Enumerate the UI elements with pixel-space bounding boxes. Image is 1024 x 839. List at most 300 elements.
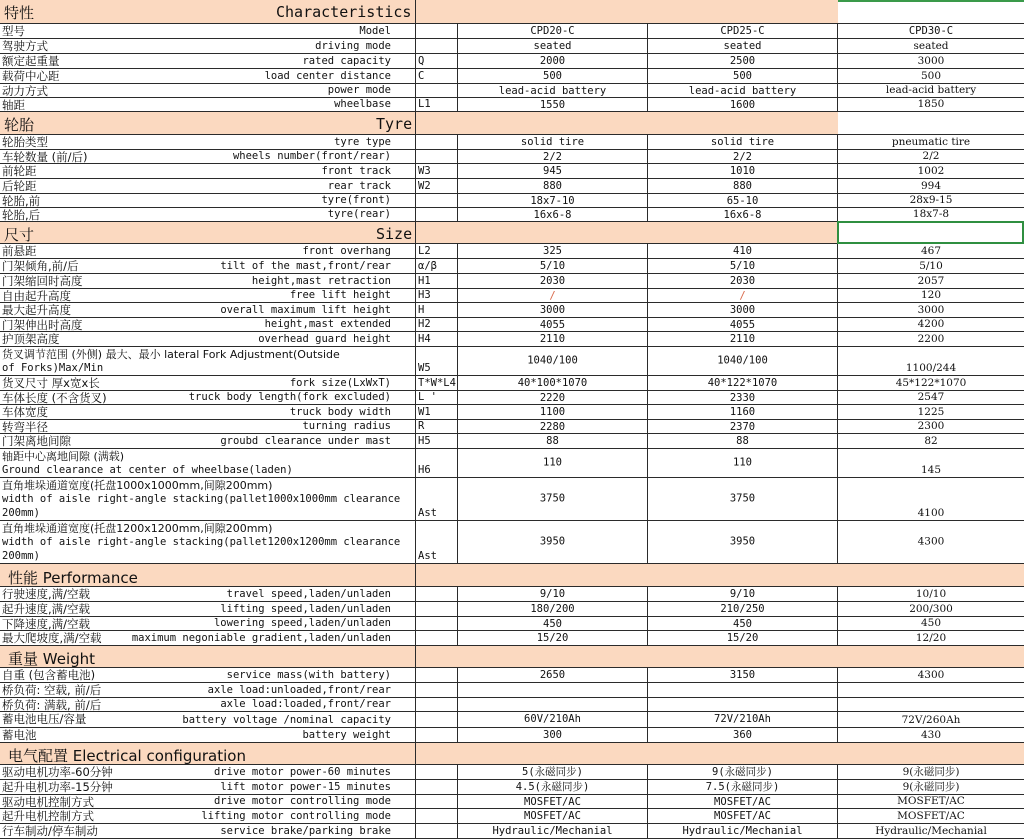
label-cn: 车体长度 (不含货叉) [2, 391, 107, 404]
section-header-bg [416, 112, 838, 134]
label-cn: 后轮距 [2, 179, 37, 193]
table-row-overhead-guard [0, 332, 1024, 347]
label-en: Model [359, 25, 391, 37]
value-cell [648, 795, 838, 808]
label-cell [0, 150, 416, 163]
code-cell [416, 69, 458, 83]
code: H4 [418, 333, 431, 345]
value-cell [838, 69, 1024, 83]
label-cn: 轴距 [2, 98, 25, 111]
value: 430 [920, 729, 942, 741]
label-cell [0, 194, 416, 207]
value: MOSFET/AC [897, 795, 965, 807]
value: 18x7-8 [912, 208, 950, 220]
label-en: height,mast retraction [251, 275, 391, 287]
value-cell [458, 164, 648, 178]
value-cell [648, 434, 838, 448]
value: 1160 [729, 406, 756, 418]
table-row-ground-clearance-mast [0, 434, 1024, 449]
code-cell [416, 683, 458, 697]
value: 72V/210Ah [714, 713, 771, 725]
value: 1100 [539, 406, 566, 418]
label-cell [0, 587, 416, 601]
value: 2220 [539, 392, 566, 404]
label-cn: 驾驶方式 [2, 39, 48, 53]
code-cell [416, 150, 458, 163]
table-row-service-mass [0, 668, 1024, 683]
label-en: lowering speed,laden/unladen [213, 617, 391, 629]
table-row-wheels-number [0, 150, 1024, 164]
value: 2500 [729, 55, 756, 67]
value-cell [458, 318, 648, 331]
value: 1010 [729, 165, 756, 177]
value: 5/10 [729, 260, 756, 272]
code-cell [416, 318, 458, 331]
value: MOSFET/AC [897, 810, 965, 822]
value-cell [648, 289, 838, 302]
value: 2330 [729, 392, 756, 404]
label-cell [0, 683, 416, 697]
value: 40*122*1070 [707, 377, 778, 389]
label-en: truck body length(fork excluded) [188, 391, 391, 403]
section-tyre [0, 112, 1024, 135]
value-cell [458, 434, 648, 448]
value-cell [458, 69, 648, 83]
label-cn: 下降速度,满/空载 [2, 617, 91, 630]
value-cell [648, 376, 838, 390]
value: MOSFET/AC [714, 796, 771, 808]
value-cell [838, 668, 1024, 682]
value-cell [458, 521, 648, 563]
value: 300 [543, 729, 562, 741]
label-cn: 门架伸出时高度 [2, 318, 83, 331]
label-cell [0, 631, 416, 645]
value: 9/10 [729, 588, 756, 600]
code: L ' [418, 391, 437, 403]
value-cell [838, 420, 1024, 433]
table-row-gradient [0, 631, 1024, 646]
label-cn: 动力方式 [2, 84, 48, 97]
value-cell [648, 274, 838, 288]
label-en: overall maximum lift height [220, 304, 391, 316]
code-cell [416, 478, 458, 520]
label-cell [0, 164, 416, 178]
label-cn: 起升电机功率-15分钟 [2, 780, 113, 794]
value: 210/250 [720, 603, 765, 615]
label-cell [0, 54, 416, 68]
value: 4055 [539, 319, 566, 331]
table-row-drive-motor [0, 765, 1024, 780]
label-cn: 门架缩回时高度 [2, 274, 83, 288]
table-row-model [0, 24, 1024, 39]
section-title-cn: 尺寸 [4, 226, 35, 244]
value-cell [838, 698, 1024, 711]
code-cell [416, 521, 458, 563]
value-cell [838, 478, 1024, 520]
value: 88 [736, 435, 749, 447]
table-row-turning-radius [0, 420, 1024, 434]
label-cell [0, 668, 416, 682]
value: 3750 [729, 492, 756, 505]
label-line: width of aisle right-angle stacking(pallet1000x1000mm clearance [2, 493, 401, 505]
label-en: groubd clearance under mast [220, 435, 391, 447]
label-en: height,mast extended [264, 318, 391, 330]
value-cell [458, 150, 648, 163]
value: lead-acid battery [498, 85, 607, 97]
table-row-front-overhang [0, 244, 1024, 259]
value: 18x7-10 [530, 195, 575, 207]
label-cell [0, 809, 416, 823]
value: 5/10 [539, 260, 566, 272]
label-en: tyre(rear) [327, 208, 391, 220]
value-cell [458, 391, 648, 404]
value: 1600 [729, 99, 756, 111]
value-cell [838, 587, 1024, 601]
label-cn: 护顶架高度 [2, 332, 60, 346]
value-cell [458, 332, 648, 346]
table-row-drive-control [0, 795, 1024, 809]
value-cell [838, 434, 1024, 448]
value-cell [838, 391, 1024, 404]
section-performance [0, 564, 1024, 587]
code-cell [416, 420, 458, 433]
table-row-free-lift [0, 289, 1024, 303]
label-cell [0, 449, 416, 477]
label-cn: 轮胎类型 [2, 135, 48, 149]
value-cell [648, 54, 838, 68]
value-cell [838, 347, 1024, 375]
code: W2 [418, 180, 431, 192]
value-cell [838, 259, 1024, 273]
label-en: travel speed,laden/unladen [226, 588, 391, 600]
value: Hydraulic/Mechanial [682, 825, 803, 837]
table-row-fork-adjust [0, 347, 1024, 376]
table-row-brake [0, 824, 1024, 839]
code-cell [416, 376, 458, 390]
value-cell [458, 208, 648, 221]
label-cell [0, 39, 416, 53]
value: 2300 [917, 420, 945, 432]
label-cell [0, 780, 416, 794]
value: 3000 [539, 304, 566, 316]
section-characteristics [0, 0, 1024, 24]
label-cell [0, 712, 416, 727]
value: 4200 [917, 318, 945, 330]
label-cn: 车轮数量 (前/后) [2, 150, 88, 163]
code-cell [416, 194, 458, 207]
label-en: tyre type [334, 136, 391, 148]
label-cn: 蓄电池电压/容量 [2, 712, 87, 726]
table-row-rated-capacity [0, 54, 1024, 69]
value-cell [458, 668, 648, 682]
value-cell [458, 712, 648, 727]
value: 4300 [917, 535, 945, 548]
value: 16x6-8 [533, 209, 572, 221]
value-cell [838, 602, 1024, 616]
label-cell [0, 84, 416, 97]
code: Ast [418, 550, 437, 562]
table-row-power-mode [0, 84, 1024, 98]
section-header-bg [416, 0, 838, 23]
value-cell [648, 98, 838, 111]
model-cell [838, 24, 1024, 38]
label-en: fork size(LxWxT) [289, 377, 391, 389]
table-row-tyre-type [0, 135, 1024, 150]
value-cell [458, 179, 648, 193]
section-title: 性能 Performance [8, 569, 138, 587]
value: 110 [733, 456, 752, 469]
value: 2/2 [922, 150, 940, 162]
value: 9(永磁同步) [902, 781, 960, 793]
table-row-axle-unloaded [0, 683, 1024, 698]
table-row-lifting-speed [0, 602, 1024, 617]
label-en: wheelbase [334, 98, 391, 110]
code-cell [416, 809, 458, 823]
value-cell [838, 617, 1024, 630]
code-cell [416, 391, 458, 404]
label-cell [0, 824, 416, 838]
value-cell [648, 69, 838, 83]
table-row-tyre-rear [0, 208, 1024, 222]
value-cell [838, 765, 1024, 779]
code: H5 [418, 435, 431, 447]
label-en: lifting motor controlling mode [201, 810, 391, 822]
label-cell [0, 478, 416, 520]
label-cell [0, 98, 416, 111]
value-cell [458, 698, 648, 711]
code-cell [416, 244, 458, 258]
value: 2650 [539, 669, 566, 681]
value-cell [458, 98, 648, 111]
value: 180/200 [530, 603, 575, 615]
value-cell [648, 809, 838, 823]
table-row-lowering-speed [0, 617, 1024, 631]
code: R [418, 420, 425, 432]
value: 82 [924, 435, 938, 447]
value: 2030 [539, 275, 566, 287]
value: solid tire [520, 136, 585, 148]
label-en: lifting speed,laden/unladen [220, 603, 391, 615]
value-cell [648, 765, 838, 779]
label-cn: 货叉尺寸 厚x宽x长 [2, 376, 100, 390]
table-row-tyre-front [0, 194, 1024, 208]
code-cell [416, 587, 458, 601]
label-cn: 行驶速度,满/空载 [2, 587, 91, 601]
label-cn: 轮胎,后 [2, 208, 41, 221]
selected-cell[interactable] [837, 221, 1024, 244]
label-line: 直角堆垛通道宽度(托盘1200x1200mm,间隙200mm) [2, 522, 273, 535]
value-cell [458, 259, 648, 273]
value: 1550 [539, 99, 566, 111]
value-cell [458, 809, 648, 823]
label-cn: 驱动电机控制方式 [2, 795, 94, 808]
label-en: turning radius [302, 420, 391, 432]
value: 16x6-8 [723, 209, 762, 221]
value: / [739, 290, 746, 302]
value-cell [458, 376, 648, 390]
value: 2280 [539, 421, 566, 433]
label-en: wheels number(front/rear) [232, 150, 391, 162]
value: 945 [543, 165, 562, 177]
value-cell [458, 39, 648, 53]
value-cell [648, 631, 838, 645]
table-row-battery [0, 728, 1024, 743]
label-cell [0, 259, 416, 273]
value-cell [838, 780, 1024, 794]
value-cell [838, 39, 1024, 53]
value-cell [648, 449, 838, 477]
section-title-en: Tyre [376, 115, 413, 133]
code-cell [416, 617, 458, 630]
label-line: Ground clearance at center of wheelbase(laden) [2, 464, 293, 476]
table-row-front-track [0, 164, 1024, 179]
value: 1040/100 [527, 354, 578, 367]
value-cell [648, 698, 838, 711]
section-title-en: Characteristics [276, 3, 412, 21]
section-size [0, 222, 1024, 244]
label-cn: 额定起重量 [2, 54, 60, 68]
value: lead-acid battery [885, 84, 977, 96]
value-cell [838, 164, 1024, 178]
value-cell [838, 98, 1024, 111]
table-row-truck-width [0, 405, 1024, 420]
label-en: lift motor power-15 minutes [220, 781, 391, 793]
value: 2110 [729, 333, 756, 345]
value: 1040/100 [717, 354, 768, 367]
value-cell [648, 668, 838, 682]
value-cell [648, 347, 838, 375]
value-cell [838, 179, 1024, 193]
value: 200/300 [909, 603, 953, 615]
label-cn: 门架倾角,前/后 [2, 259, 79, 273]
label-cell [0, 69, 416, 83]
value: 880 [543, 180, 562, 192]
value: 2030 [729, 275, 756, 287]
value-cell [458, 194, 648, 207]
label-cn: 起升电机控制方式 [2, 809, 94, 823]
label-en: tilt of the mast,front/rear [220, 260, 391, 272]
label-cn: 轮胎,前 [2, 194, 41, 207]
value-cell [458, 347, 648, 375]
value: 2/2 [733, 151, 752, 163]
label-cn: 蓄电池 [2, 728, 37, 742]
value: 12/20 [915, 632, 947, 644]
value: 9/10 [539, 588, 566, 600]
label-line: 货叉调节范围 (外侧) 最大、最小 lateral Fork Adjustment(Outside [2, 348, 340, 361]
value-cell [838, 332, 1024, 346]
value-cell [648, 84, 838, 97]
value-cell [648, 478, 838, 520]
table-row-max-lift [0, 303, 1024, 318]
value-cell [458, 824, 648, 838]
value-cell [838, 208, 1024, 221]
label-cn: 最大起升高度 [2, 303, 71, 317]
value-cell [648, 617, 838, 630]
code-cell [416, 780, 458, 794]
value-cell [648, 194, 838, 207]
code-cell [416, 449, 458, 477]
label-en: front track [321, 165, 391, 177]
label-cn: 门架离地间隙 [2, 434, 71, 448]
value: 7.5(永磁同步) [705, 781, 780, 793]
value-cell [648, 150, 838, 163]
label-line: 轴距中心离地间隙 (满载) [2, 450, 125, 463]
label-en: battery voltage /nominal capacity [182, 714, 391, 726]
value: 4300 [917, 669, 945, 681]
value-cell [838, 289, 1024, 302]
value: 450 [920, 617, 942, 629]
section-header-bg [416, 564, 1024, 586]
label-en: axle load:loaded,front/rear [220, 698, 391, 710]
value: 15/20 [726, 632, 759, 644]
value-cell [648, 824, 838, 838]
value: MOSFET/AC [714, 810, 771, 822]
value: 3950 [729, 535, 756, 548]
label-en: truck body width [289, 406, 391, 418]
value: 65-10 [726, 195, 759, 207]
value-cell [838, 135, 1024, 149]
value-cell [838, 795, 1024, 808]
label-line: of Forks)Max/Min [2, 362, 104, 374]
value: 3000 [917, 55, 945, 67]
value-cell [648, 420, 838, 433]
value: 1002 [917, 165, 945, 177]
value-cell [648, 179, 838, 193]
code-cell [416, 824, 458, 838]
label-cell [0, 318, 416, 331]
value-cell [838, 683, 1024, 697]
value: 5/10 [919, 260, 943, 272]
code: H6 [418, 464, 431, 476]
value: 2200 [917, 333, 945, 345]
table-row-rear-track [0, 179, 1024, 194]
value-cell [838, 150, 1024, 163]
label-en: battery weight [302, 729, 391, 741]
label-line: 200mm) [2, 507, 40, 519]
code-cell [416, 274, 458, 288]
value-cell [838, 728, 1024, 742]
code: W3 [418, 165, 431, 177]
value-cell [838, 274, 1024, 288]
table-row-travel-speed [0, 587, 1024, 602]
code-cell [416, 795, 458, 808]
code: H1 [418, 275, 431, 287]
table-row-load-center [0, 69, 1024, 84]
value-cell [648, 164, 838, 178]
value-cell [458, 602, 648, 616]
value: / [549, 290, 556, 302]
value-cell [838, 449, 1024, 477]
section-electrical [0, 743, 1024, 765]
value-cell [838, 318, 1024, 331]
table-row-tilt-mast [0, 259, 1024, 274]
value-cell [458, 587, 648, 601]
label-cn: 前轮距 [2, 164, 37, 178]
value-cell [648, 303, 838, 317]
value: 4100 [917, 507, 945, 519]
label-cell [0, 602, 416, 616]
value: 1850 [917, 98, 945, 110]
label-cn: 型号 [2, 24, 25, 38]
value: pneumatic tire [891, 136, 971, 148]
label-cn: 车体宽度 [2, 405, 48, 419]
label-cn: 行车制动/停车制动 [2, 824, 98, 838]
value: 880 [733, 180, 752, 192]
value: MOSFET/AC [524, 810, 581, 822]
value-cell [458, 683, 648, 697]
value-cell [458, 795, 648, 808]
code-cell [416, 54, 458, 68]
